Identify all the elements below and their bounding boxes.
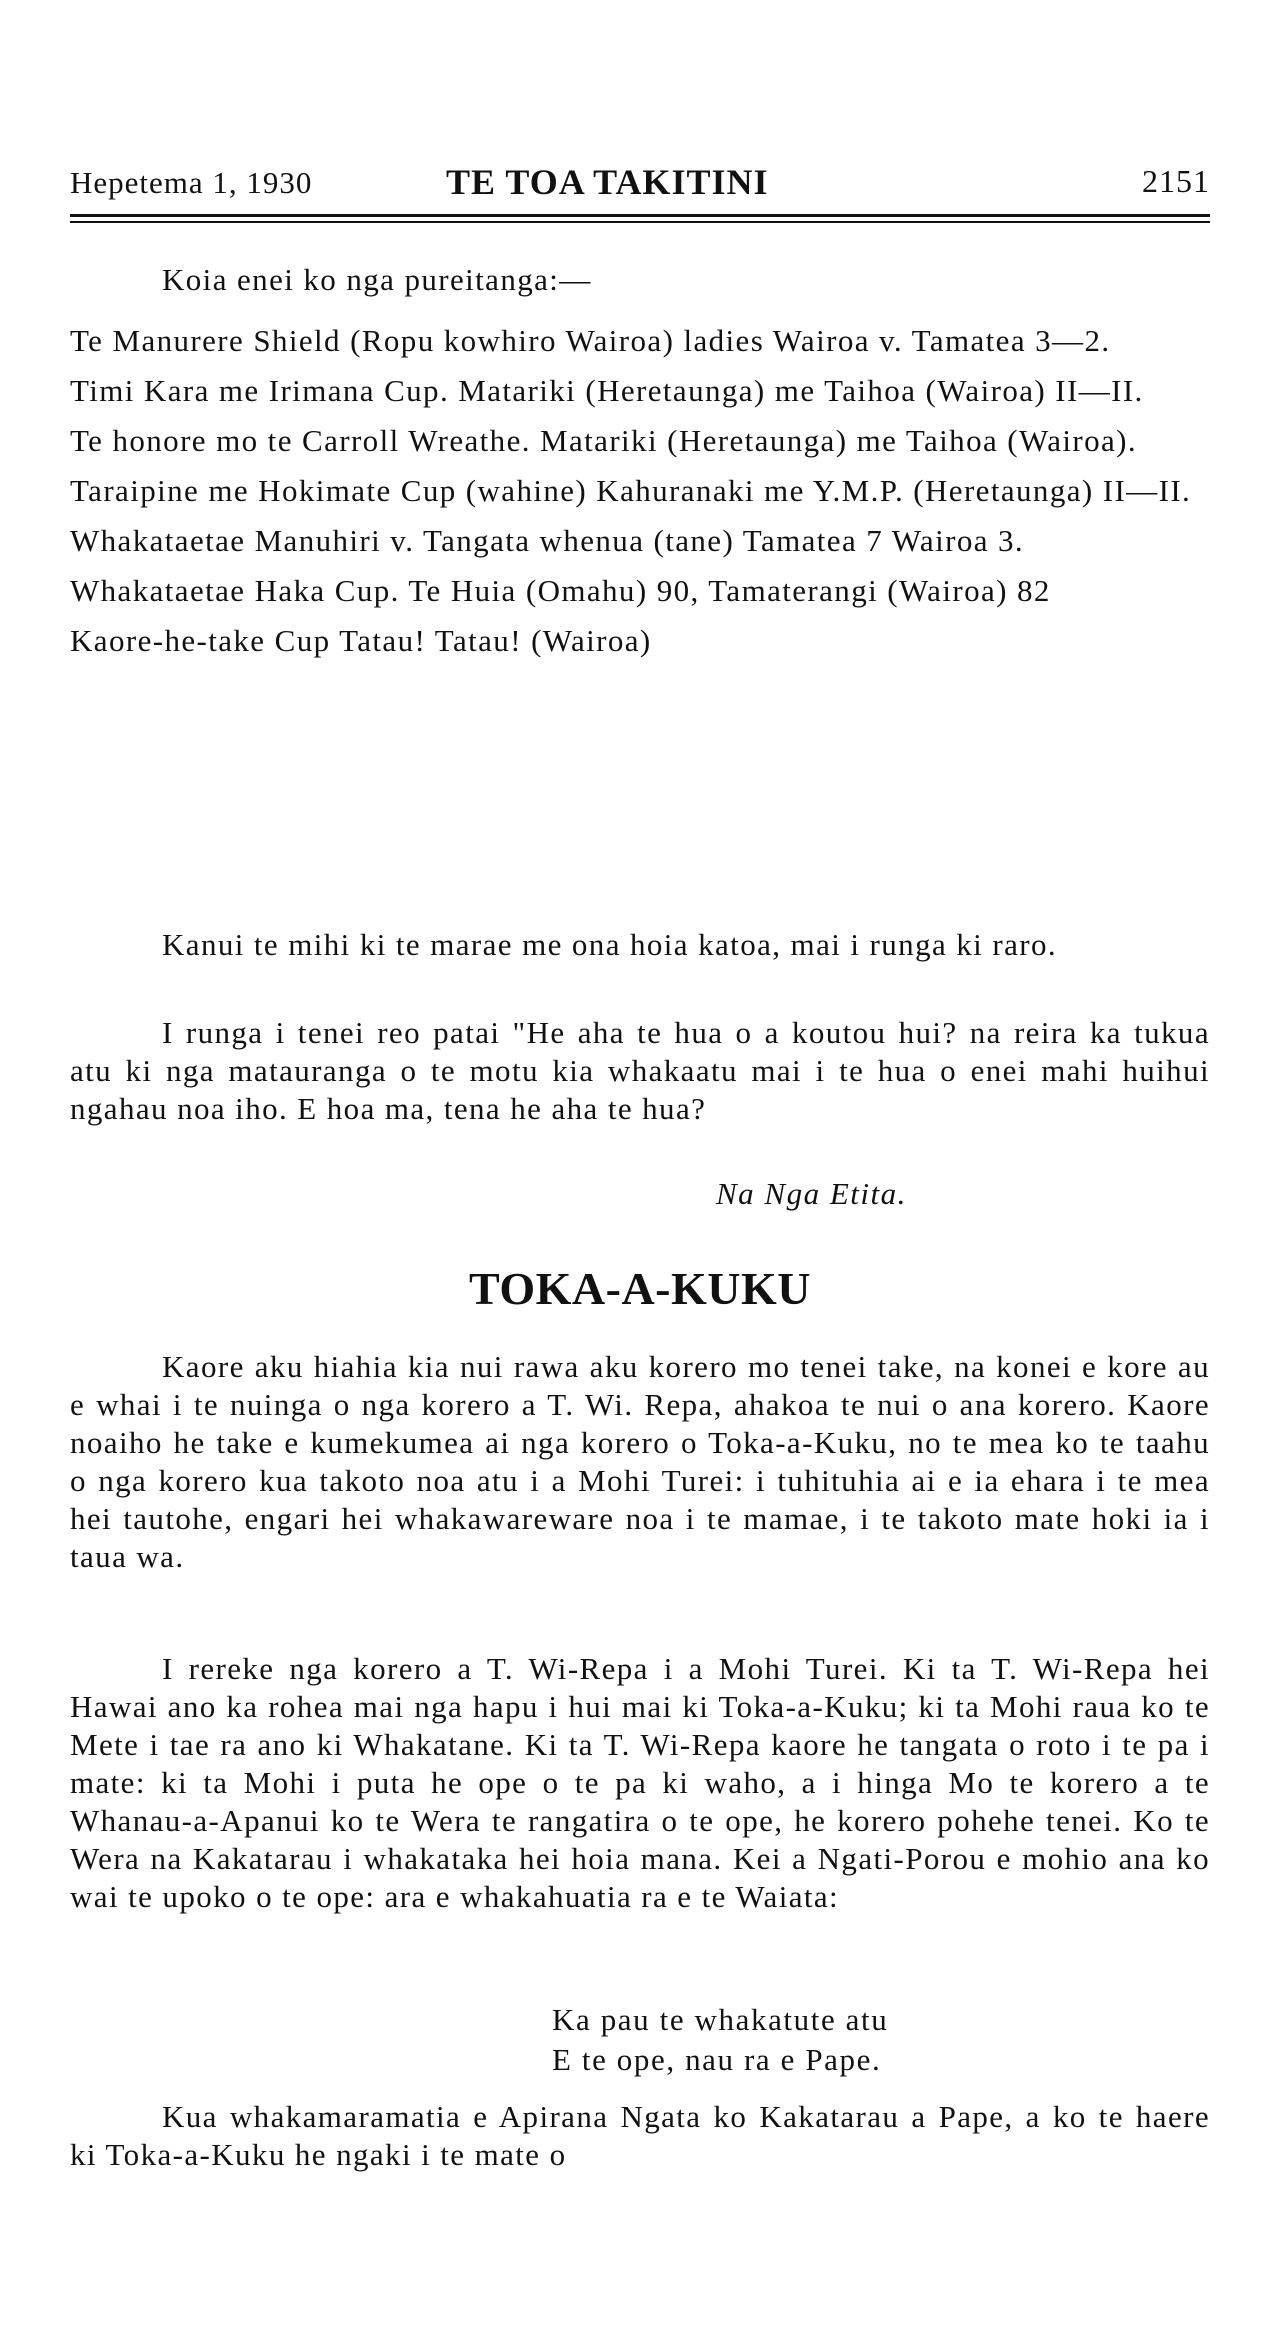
header-rule-thin [70, 221, 1210, 223]
verse-line: E te ope, nau ra e Pape. [552, 2042, 882, 2077]
question-paragraph: I runga i tenei reo patai "He aha te hua o a koutou hui? na reira ka tukua atu ki nga matauranga o te motu kia whakaatu mai i te hua o enei mahi huihui ngahau noa iho. E hoa ma, tena he aha te hua? [70, 1015, 1210, 1126]
header-date: Hepetema 1, 1930 [70, 165, 313, 200]
results-list [70, 322, 1210, 660]
page-number: 2151 [1142, 163, 1210, 199]
result-item: Kaore-he-take Cup Tatau! Tatau! (Wairoa) [70, 623, 652, 658]
result-item: Te Manurere Shield (Ropu kowhiro Wairoa) ladies Wairoa v. Tamatea 3—2. [70, 323, 1111, 358]
article-paragraph: Kua whakamaramatia e Apirana Ngata ko Kakatarau a Pape, a ko te haere ki Toka-a-Kuku he ngaki i te mate o [70, 2099, 1210, 2172]
page-header [70, 155, 1210, 205]
waiata-verse [552, 2000, 888, 2080]
header-title: TE TOA TAKITINI [446, 162, 769, 202]
intro-line: Koia enei ko nga pureitanga:— [162, 262, 592, 297]
article-paragraph: I rereke nga korero a T. Wi-Repa i a Mohi Turei. Ki ta T. Wi-Repa hei Hawai ano ka rohea mai nga hapu i hui mai ki Toka-a-Kuku; ki ta Mohi raua ko te Mete i tae ra ano ki Whakatane. Ki ta T. Wi-Repa kaore he tangata o roto i te pa i mate: ki ta Mohi i puta he ope o te pa ki waho, a i hinga Mo te korero a te Whanau-a-Apanui ko te Wera te rangatira o te ope, he korero pohehe tenei. Ko te Wera na Kakatarau i whakataka hei hoia mana. Kei a Ngati-Porou e mohio ana ko wai te upoko o te ope: ara e whakahuatia ra e te Waiata: [70, 1651, 1210, 1914]
article-paragraph: Kaore aku hiahia kia nui rawa aku korero mo tenei take, na konei e kore au e whai i te nuinga o nga korero a T. Wi. Repa, ahakoa te nui o ana korero. Kaore noaiho he take e kumekumea ai nga korero o Toka-a-Kuku, no te mea ko te taahu o nga korero kua takoto noa atu i a Mohi Turei: i tuhituhia ai e ia ehara i te mea hei tautohe, engari hei whakawareware noa i te mamae, i te takoto mate hoki ia i taua wa. [70, 1349, 1210, 1574]
greeting-paragraph: Kanui te mihi ki te marae me ona hoia katoa, mai i runga ki raro. [162, 927, 1058, 962]
editors-signature: Na Nga Etita. [716, 1176, 907, 1211]
header-rule [70, 214, 1210, 217]
verse-line: Ka pau te whakatute atu [552, 2002, 889, 2037]
result-item: Whakataetae Manuhiri v. Tangata whenua (tane) Tamatea 7 Wairoa 3. [70, 523, 1025, 558]
result-item: Taraipine me Hokimate Cup (wahine) Kahuranaki me Y.M.P. (Heretaunga) II—II. [70, 473, 1192, 508]
result-item: Te honore mo te Carroll Wreathe. Matariki (Heretaunga) me Taihoa (Wairoa). [70, 423, 1138, 458]
article-heading: TOKA-A-KUKU [469, 1263, 811, 1314]
result-item: Timi Kara me Irimana Cup. Matariki (Heretaunga) me Taihoa (Wairoa) II—II. [70, 373, 1144, 408]
result-item: Whakataetae Haka Cup. Te Huia (Omahu) 90, Tamaterangi (Wairoa) 82 [70, 573, 1051, 608]
